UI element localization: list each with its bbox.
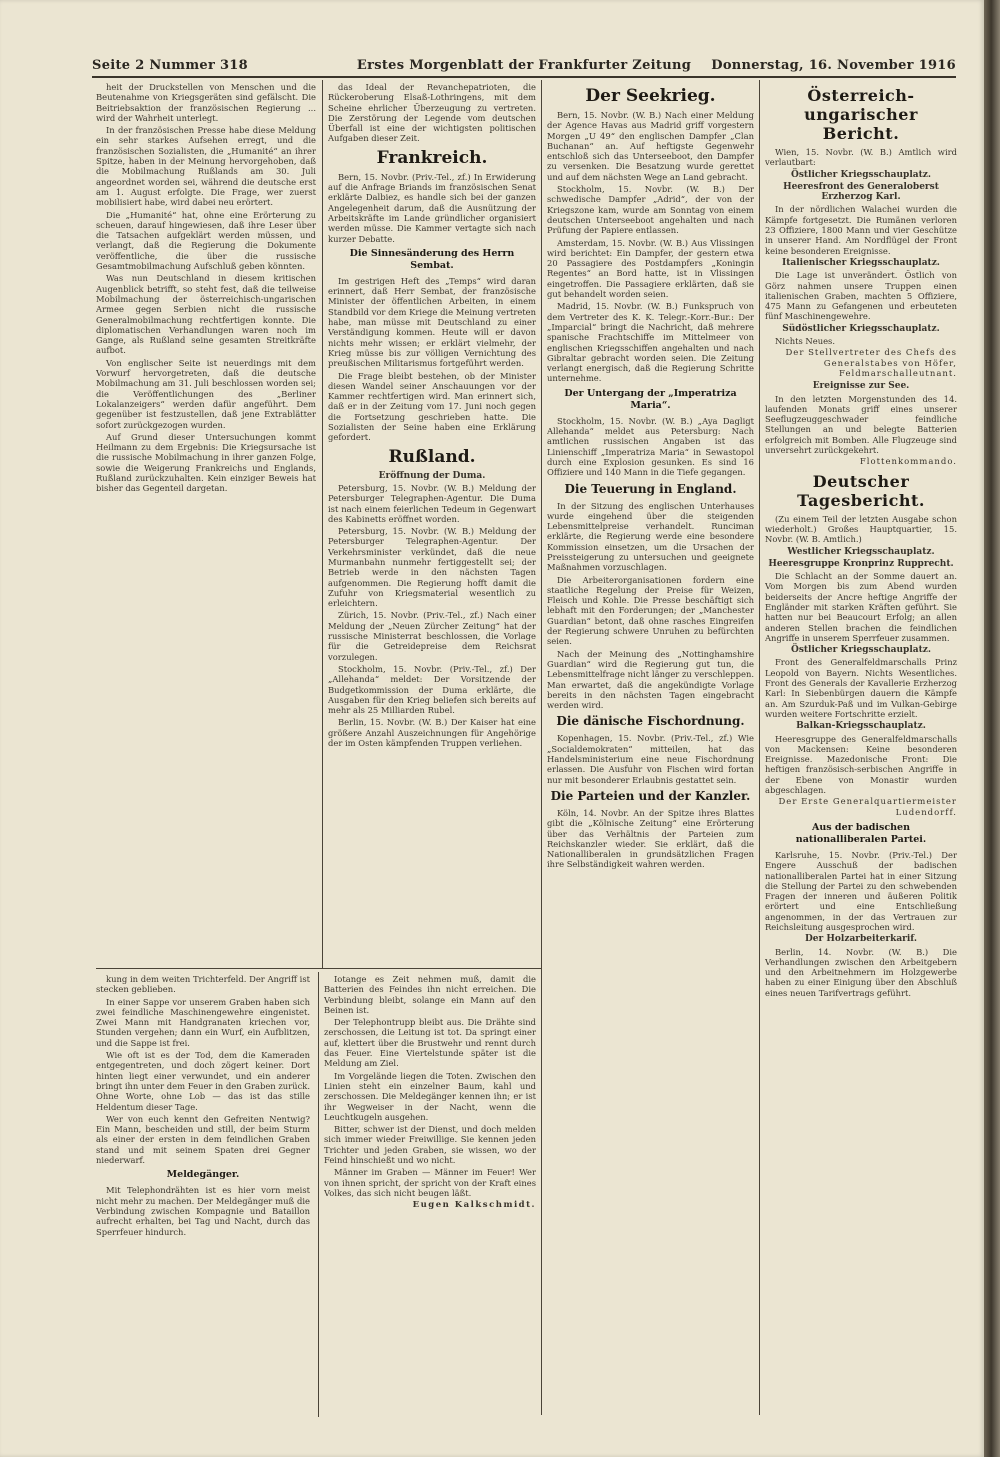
- paragraph: Madrid, 15. Novbr. (W. B.) Funkspruch von dem Vertreter des K. K. Telegr.-Korr.-Bur.: Der „Imparcial“ bringt die Nachricht, daß mehrere spanische Frachtschiffe im Mittelmeer von englischen Kriegsschiffen angehalten und nach Gibraltar gebracht worden seien. Die Zeitung verlangt energisch, daß die Regierung Schritte unternehme.: [547, 301, 754, 384]
- issue-date: Donnerstag, 16. November 1916: [711, 58, 956, 73]
- column-4: [765, 82, 957, 1412]
- paragraph: Front des Generalfeldmarschalls Prinz Leopold von Bayern. Nichts Wesentliches. Front des Generals der Kavallerie Erzherzog Karl: In Siebenbürgen dauern die Kämpfe an. Am Szurduk-Paß und im Vulkan-Gebirge wurden weitere Fortschritte erzielt.: [765, 657, 957, 719]
- paragraph: In einer Sappe vor unserem Graben haben sich zwei feindliche Maschinengewehre eingenistet. Zwei Mann mit Handgranaten kriechen vor, Stunden vergehen; dann ein Wurf, ein Aufblitzen, und die Sappe ist frei.: [96, 996, 310, 1048]
- signature: Flottenkommando.: [859, 457, 957, 468]
- section-heading-seekrieg: Der Seekrieg.: [585, 86, 716, 106]
- paragraph: Stockholm, 15. Novbr. (Priv.-Tel., zf.) Der „Allehanda“ meldet: Der Vorsitzende der Budgetkommission der Duma erklärte, die Ausgaben für den Krieg beliefen sich bereits auf mehr als 25 Milliarden Rubel.: [328, 663, 536, 716]
- article-heading: Die dänische Fischordnung.: [556, 714, 745, 729]
- paragraph: Von englischer Seite ist neuerdings mit dem Vorwurf hervorgetreten, daß die deutsche Mobilmachung am 31. Juli beschlossen worden sei; die Veröffentlichungen des „Berliner Lokalanzeigers“ werden dafür angeführt. Dem gegenüber ist festzustellen, daß jene Extrablätter sofort zurückgezogen wurden.: [96, 357, 316, 430]
- column-3: [547, 82, 754, 1412]
- page-masthead: [92, 58, 956, 74]
- subheading: Balkan-Kriegsschauplatz.: [796, 721, 926, 732]
- page-number: Seite 2 Nummer 318: [92, 58, 248, 73]
- column-1: [96, 82, 316, 964]
- paragraph: (Zu einem Teil der letzten Ausgabe schon wiederholt.) Großes Hauptquartier, 15. Novbr. (W. B. Amtlich.): [765, 513, 957, 545]
- paragraph: Männer im Graben — Männer im Feuer! Wer von ihnen spricht, der spricht von der Kraft eines Volkes, das sich nicht beugen läßt.: [324, 1167, 536, 1198]
- column-divider: [541, 80, 542, 1415]
- paragraph: Petersburg, 15. Novbr. (W. B.) Meldung der Petersburger Telegraphen-Agentur. Der Verkehrsminister verkündet, daß die neue Murmanbahn nunmehr fertiggestellt sei; der Betrieb werde in den nächsten Tagen aufgenommen. Die Regierung hofft damit die Zufuhr von Kriegsmaterial wesentlich zu erleichtern.: [328, 526, 536, 609]
- subheading: Östlicher Kriegsschauplatz.: [790, 645, 931, 656]
- paragraph: Die Lage ist unverändert. Östlich von Görz nahmen unsere Truppen einen italienischen Graben, machten 5 Offiziere, 475 Mann zu Gefangenen und erbeuteten fünf Maschinengewehre.: [765, 270, 957, 322]
- signature: Der Stellvertreter des Chefs des Generalstabes von Höfer, Feldmarschalleutnant.: [785, 348, 957, 379]
- paragraph: Bern, 15. Novbr. (Priv.-Tel., zf.) In Erwiderung auf die Anfrage Briands im französischen Senat erklärte Dalbiez, es handle sich bei der ganzen Angelegenheit darum, daß die Ausnützung der Arbeitskräfte im Lande gründlicher organisiert werden müsse. Die Kammer vertagte sich nach kurzer Debatte.: [328, 171, 536, 244]
- paragraph: In der nördlichen Walachei wurden die Kämpfe fortgesetzt. Die Rumänen verloren 23 Offiziere, 1800 Mann und vier Geschütze in unserer Hand. Am Nordflügel der Front keine besonderen Ereignisse.: [765, 204, 957, 256]
- paragraph: Berlin, 15. Novbr. (W. B.) Der Kaiser hat eine größere Anzahl Auszeichnungen für Angehörige der im Osten kämpfenden Truppen verliehen.: [328, 717, 536, 749]
- paragraph: Kopenhagen, 15. Novbr. (Priv.-Tel., zf.) Wie „Socialdemokraten“ mitteilen, hat das Handelsministerium eine neue Fischordnung erlassen. Die Ausfuhr von Fischen wird fortan nur mit besonderer Erlaubnis gestattet sein.: [547, 733, 754, 785]
- signature: Der Erste Generalquartiermeister Ludendorff.: [778, 797, 957, 818]
- subheading: Südöstlicher Kriegsschauplatz.: [782, 323, 940, 334]
- section-heading-russland: Rußland.: [388, 446, 476, 467]
- paragraph: Bitter, schwer ist der Dienst, und doch melden sich immer wieder Freiwillige. Sie kennen jeden Trichter und jeden Graben, sie wissen, wo der Feind hinschießt und wo nicht.: [324, 1124, 536, 1166]
- column-divider: [322, 80, 323, 968]
- paragraph: Im gestrigen Heft des „Temps“ wird daran erinnert, daß Herr Sembat, der französische Minister der öffentlichen Arbeiten, in einem Standbild vor dem Kriege die Meinung vertreten habe, man müsse mit Deutschland zu einer Verständigung kommen. Heute will er davon nichts mehr wissen; er erklärt vielmehr, der Krieg müsse bis zur völligen Vernichtung des preußischen Militarismus fortgeführt werden.: [328, 275, 536, 369]
- subheading: Der Holzarbeiterkarif.: [805, 934, 917, 945]
- paragraph: kung in dem weiten Trichterfeld. Der Angriff ist stecken geblieben.: [96, 974, 310, 995]
- section-heading-tagesbericht: Deutscher Tagesbericht.: [797, 471, 925, 510]
- article-heading: Die Parteien und der Kanzler.: [550, 788, 751, 803]
- article-heading: Die Teuerung in England.: [564, 481, 737, 496]
- paragraph: In der französischen Presse habe diese Meldung ein sehr starkes Aufsehen erregt, und die französischen Sozialisten, die „Humanité“ an ihrer Spitze, haben in der Meinung hervorgehoben, daß die Mobilmachung Rußlands am 30. Juli angeordnet worden sei, während die deutsche erst am 1. August erfolgte. Die Frage, wer zuerst mobilisiert habe, wird dabei neu erörtert.: [96, 125, 316, 208]
- paragraph: Die Arbeiterorganisationen fordern eine staatliche Regelung der Preise für Weizen, Fleisch und Kohle. Die Presse beschäftigt sich lebhaft mit den Forderungen; der „Manchester Guardian“ betont, daß ohne rasches Eingreifen der Regierung schwere Unruhen zu befürchten seien.: [547, 574, 754, 647]
- paragraph: Mit Telephondrähten ist es hier vorn meist nicht mehr zu machen. Der Meldegänger muß die Verbindung zwischen Kompagnie und Bataillon aufrecht erhalten, bei Tag und Nacht, durch das Sperrfeuer hindurch.: [96, 1185, 310, 1237]
- paragraph: Amsterdam, 15. Novbr. (W. B.) Aus Vlissingen wird berichtet: Ein Dampfer, der gestern etwa 20 Passagiere des Postdampfers „Koningin Regentes“ an Bord hatte, ist in Vlissingen eingetroffen. Die Passagiere erklärten, daß sie gut behandelt worden seien.: [547, 237, 754, 300]
- subheading: Westlicher Kriegsschauplatz.: [787, 546, 935, 557]
- paragraph: heit der Druckstellen von Menschen und die Beutenahme von Kriegsgeräten sind gefälscht. Die Beitriebsaktion der französischen Regierung ... wird der Wahrheit unterlegt.: [96, 82, 316, 123]
- column-divider: [759, 80, 760, 1415]
- paragraph: In den letzten Morgenstunden des 14. laufenden Monats griff eines unserer Seeflugzeuggeschwader feindliche Stellungen an und belegte Batterien erfolgreich mit Bomben. Alle Flugzeuge sind unversehrt zurückgekehrt.: [765, 393, 957, 456]
- paragraph: Die „Humanité“ hat, ohne eine Erörterung zu scheuen, darauf hingewiesen, daß ihre Leser über die Tatsachen aufgeklärt werden müssen, und verlangt, daß die Regierung die Dokumente veröffentliche, die über die russische Gesamtmobilmachung Aufschluß geben könnten.: [96, 209, 316, 272]
- masthead-rule: [92, 76, 956, 78]
- paragraph: Nach der Meinung des „Nottinghamshire Guardian“ wird die Regierung gut tun, die Lebensmittelfrage nicht länger zu verschleppen. Man erwartet, daß die angekündigte Vorlage bereits in den nächsten Tagen eingebracht werden wird.: [547, 648, 754, 711]
- subheading: Heeresfront des Generaloberst Erzherzog Karl.: [783, 181, 939, 203]
- feuilleton-divider: [96, 968, 541, 969]
- article-heading: Der Untergang der „Imperatriza Maria“.: [564, 387, 737, 411]
- paragraph: Iotange es Zeit nehmen muß, damit die Batterien des Feindes ihn nicht erreichen. Die Verbindung bleibt, solange ein Mann auf den Beinen ist.: [324, 974, 536, 1015]
- column-divider: [318, 972, 319, 1417]
- paragraph: Was nun Deutschland in diesem kritischen Augenblick betrifft, so steht fest, daß die teilweise Mobilmachung der österreichisch-ungarischen Armee gegen Serbien nicht die russische Generalmobilmachung rechtfertigen konnte. Die diplomatischen Verhandlungen waren noch im Gange, als Rußland seine gesamten Streitkräfte aufbot.: [96, 273, 316, 356]
- article-heading: Meldegänger.: [166, 1169, 240, 1181]
- newspaper-title: Erstes Morgenblatt der Frankfurter Zeitung: [356, 58, 692, 73]
- paragraph: Heeresgruppe des Generalfeldmarschalls von Mackensen: Keine besonderen Ereignisse. Mazedonische Front: Die heftigen französisch-serbischen Angriffe in der Ebene von Monastir wurden abgeschlagen.: [765, 733, 957, 796]
- article-heading: Die Sinnesänderung des Herrn Sembat.: [349, 247, 515, 271]
- paragraph: Stockholm, 15. Novbr. (W. B.) „Aya Dagligt Allehanda“ meldet aus Petersburg: Nach amtlichen russischen Angaben ist das Linienschiff „Imperatriza Maria“ in Sewastopol durch eine Explosion gesunken. Es sind 16 Offiziere und 140 Mann in die Tiefe gegangen.: [547, 415, 754, 478]
- subheading: Italienischer Kriegsschauplatz.: [782, 257, 940, 268]
- paragraph: Köln, 14. Novbr. An der Spitze ihres Blattes gibt die „Kölnische Zeitung“ eine Erörterung über das Verhältnis der Parteien zum Reichskanzler wieder. Sie erklärt, daß die Nationalliberalen in grundsätzlichen Fragen ihre Selbständigkeit wahren werden.: [547, 807, 754, 870]
- paragraph: Wer von euch kennt den Gefreiten Nentwig? Ein Mann, bescheiden und still, der beim Sturm als einer der ersten in dem feindlichen Graben stand und mit seinem Spaten drei Gegner niederwarf.: [96, 1113, 310, 1166]
- paragraph: Bern, 15. Novbr. (W. B.) Nach einer Meldung der Agence Havas aus Madrid griff vorgestern Morgen „U 49“ den englischen Dampfer „Clan Buchanan“ an. Auf heftigste Gegenwehr entschloß sich das Unterseeboot, den Dampfer zu versenken. Die Besatzung wurde gerettet und auf dem nächsten Wege an Land gebracht.: [547, 110, 754, 182]
- section-heading-frankreich: Frankreich.: [376, 147, 488, 168]
- feuilleton-middle: [324, 974, 536, 1414]
- article-subheading: Eröffnung der Duma.: [378, 470, 486, 481]
- section-heading-oesterreich: Österreich-ungarischer Bericht.: [804, 86, 918, 143]
- paragraph: Petersburg, 15. Novbr. (W. B.) Meldung der Petersburger Telegraphen-Agentur. Die Duma ist nach einem feierlichen Tedeum in Gegenwart des Kabinetts eröffnet worden.: [328, 482, 536, 524]
- paragraph: Stockholm, 15. Novbr. (W. B.) Der schwedische Dampfer „Adrid“, der von der Kriegszone kam, wurde am Sonntag von einem deutschen Unterseeboot angehalten und nach Prüfung der Papiere entlassen.: [547, 184, 754, 236]
- paragraph: In der Sitzung des englischen Unterhauses wurde eingehend über die steigenden Lebensmittelpreise verhandelt. Runciman erklärte, die Regierung werde eine besondere Kommission einsetzen, um die Ursachen der Preissteigerung zu untersuchen und geeignete Maßnahmen vorzuschlagen.: [547, 500, 754, 573]
- column-2: [328, 82, 536, 964]
- paragraph: Zürich, 15. Novbr. (Priv.-Tel., zf.) Nach einer Meldung der „Neuen Zürcher Zeitung“ hat der russische Ministerrat beschlossen, die Vorlage für die Getreidepreise dem Reichsrat vorzulegen.: [328, 610, 536, 662]
- binding-edge: [984, 0, 1000, 1457]
- paragraph: Karlsruhe, 15. Novbr. (Priv.-Tel.) Der Engere Ausschuß der badischen nationalliberalen Partei hat in einer Sitzung die Stellung der Partei zu den schwebenden Fragen der inneren und äußeren Politik erörtert und eine Entschließung angenommen, in der das Vertrauen zur Reichsleitung ausgesprochen wird.: [765, 849, 957, 932]
- paragraph: Auf Grund dieser Untersuchungen kommt Heilmann zu dem Ergebnis: Die Kriegsursache ist die russische Mobilmachung in ihrer ganzen Folge, sowie die Weigerung Frankreichs und Englands, Rußland zurückzuhalten. Kein einziger Beweis hat bisher das Gegenteil dargetan.: [96, 431, 316, 494]
- paragraph: Wien, 15. Novbr. (W. B.) Amtlich wird verlautbart:: [765, 147, 957, 168]
- subheading: Heeresgruppe Kronprinz Rupprecht.: [768, 558, 954, 569]
- paragraph: Die Frage bleibt bestehen, ob der Minister diesen Wandel seiner Anschauungen vor der Kammer rechtfertigen wird. Man erinnert sich, daß er in der Zeitung vom 17. Juni noch gegen die Fortsetzung geschrieben hatte. Die Sozialisten der Seine haben eine Erklärung gefordert.: [328, 370, 536, 443]
- paragraph: Die Schlacht an der Somme dauert an. Vom Morgen bis zum Abend wurden beiderseits der Ancre heftige Angriffe der Engländer mit starken Kräften geführt. Sie hatten nur bei Beaucourt Erfolg; an allen anderen Stellen brachen die feindlichen Angriffe in unserem Sperrfeuer zusammen.: [765, 571, 957, 643]
- paragraph: das Ideal der Revanchepatrioten, die Rückeroberung Elsaß-Lothringens, mit dem Scheine ehrlicher Überzeugung zu vertreten. Die Zerstörung der Legende vom deutschen Überfall ist eine der wichtigsten politischen Aufgaben dieser Zeit.: [328, 82, 536, 144]
- subheading: Ereignisse zur See.: [812, 381, 910, 392]
- paragraph: Nichts Neues.: [775, 336, 836, 347]
- paragraph: Wie oft ist es der Tod, dem die Kameraden entgegentreten, und doch zögert keiner. Dort hinten liegt einer verwundet, und ein anderer bringt ihn unter dem Feuer in den Graben zurück. Ohne Worte, ohne Lob — das ist das stille Heldentum dieser Tage.: [96, 1050, 310, 1112]
- feuilleton-left: [96, 974, 310, 1414]
- paragraph: Im Vorgelände liegen die Toten. Zwischen den Linien steht ein einzelner Baum, kahl und zerschossen. Die Meldegänger kennen ihn; er ist ihr Wegweiser in der Nacht, wenn die Leuchtkugeln ausgehen.: [324, 1070, 536, 1122]
- paragraph: Berlin, 14. Novbr. (W. B.) Die Verhandlungen zwischen den Arbeitgebern und den Arbeitnehmern im Holzgewerbe haben zu einer Einigung über den Abschluß eines neuen Tarifvertrags geführt.: [765, 946, 957, 998]
- paragraph: Der Telephontrupp bleibt aus. Die Drähte sind zerschossen, die Leitung ist tot. Da springt einer auf, klettert über die Brustwehr und rennt durch das Feuer. Eine Viertelstunde später ist die Meldung am Ziel.: [324, 1017, 536, 1069]
- subheading: Östlicher Kriegsschauplatz.: [790, 169, 931, 180]
- author-signature: Eugen Kalkschmidt.: [412, 1200, 536, 1211]
- article-heading: Aus der badischen nationalliberalen Partei.: [795, 821, 927, 845]
